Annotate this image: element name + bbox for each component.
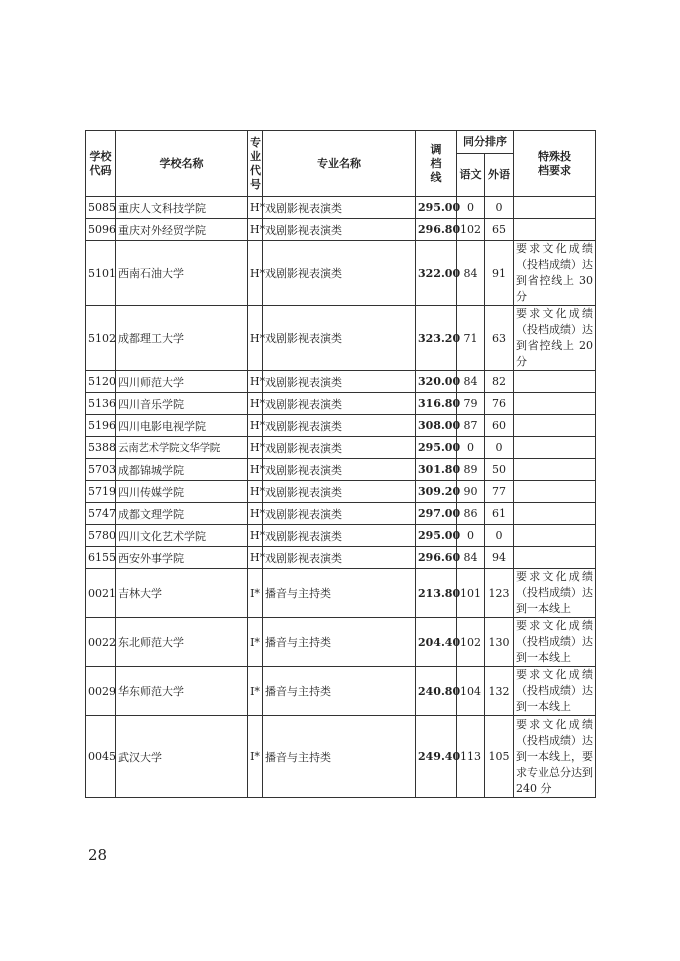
special-requirement: 要求文化成绩（投档成绩）达到省控线上 30 分 (514, 241, 596, 306)
table-row (86, 415, 596, 437)
table-row (86, 503, 596, 525)
major-code: I* (248, 716, 263, 798)
school-name: 四川师范大学 (116, 371, 248, 393)
special-requirement (514, 197, 596, 219)
foreign-rank: 77 (485, 481, 514, 503)
major-name: 播音与主持类 (263, 667, 416, 716)
cutoff-score: 320.00 (416, 371, 457, 393)
table-row (86, 197, 596, 219)
header-major-code: 专业代号 (248, 131, 263, 197)
chinese-rank: 71 (457, 306, 485, 371)
special-requirement: 要求文化成绩（投档成绩）达到省控线上 20 分 (514, 306, 596, 371)
major-code: I* (248, 569, 263, 618)
school-code: 5780 (86, 525, 116, 547)
header-tie-rank: 同分排序 (457, 131, 514, 154)
foreign-rank: 60 (485, 415, 514, 437)
chinese-rank: 84 (457, 241, 485, 306)
header-major-name: 专业名称 (263, 131, 416, 197)
cutoff-score: 249.40 (416, 716, 457, 798)
cutoff-score: 295.00 (416, 437, 457, 459)
foreign-rank: 65 (485, 219, 514, 241)
header-row (86, 131, 596, 154)
school-name: 华东师范大学 (116, 667, 248, 716)
major-name: 戏剧影视表演类 (263, 241, 416, 306)
cutoff-score: 323.20 (416, 306, 457, 371)
major-name: 戏剧影视表演类 (263, 481, 416, 503)
foreign-rank: 132 (485, 667, 514, 716)
special-requirement: 要求文化成绩（投档成绩）达到一本线上 (514, 667, 596, 716)
school-code: 5719 (86, 481, 116, 503)
school-name: 成都文理学院 (116, 503, 248, 525)
chinese-rank: 101 (457, 569, 485, 618)
special-requirement (514, 547, 596, 569)
chinese-rank: 104 (457, 667, 485, 716)
table-row (86, 667, 596, 716)
major-name: 播音与主持类 (263, 618, 416, 667)
foreign-rank: 0 (485, 197, 514, 219)
major-name: 播音与主持类 (263, 716, 416, 798)
cutoff-score: 213.80 (416, 569, 457, 618)
special-requirement (514, 437, 596, 459)
cutoff-score: 296.60 (416, 547, 457, 569)
table-row (86, 569, 596, 618)
foreign-rank: 61 (485, 503, 514, 525)
page-number: 28 (88, 846, 108, 864)
special-requirement (514, 371, 596, 393)
header-cutoff: 调档线 (416, 131, 457, 197)
major-name: 戏剧影视表演类 (263, 459, 416, 481)
table-row (86, 437, 596, 459)
special-requirement (514, 459, 596, 481)
table-row (86, 481, 596, 503)
school-name: 成都锦城学院 (116, 459, 248, 481)
cutoff-score: 240.80 (416, 667, 457, 716)
chinese-rank: 113 (457, 716, 485, 798)
table-row (86, 241, 596, 306)
school-name: 四川电影电视学院 (116, 415, 248, 437)
school-name: 西南石油大学 (116, 241, 248, 306)
special-requirement (514, 481, 596, 503)
special-requirement: 要求文化成绩（投档成绩）达到一本线上 (514, 618, 596, 667)
school-code: 5101 (86, 241, 116, 306)
major-code: H* (248, 393, 263, 415)
special-requirement: 要求文化成绩（投档成绩）达到一本线上 (514, 569, 596, 618)
header-foreign: 外语 (485, 154, 514, 197)
cutoff-score: 295.00 (416, 197, 457, 219)
chinese-rank: 0 (457, 437, 485, 459)
school-name: 西安外事学院 (116, 547, 248, 569)
school-name: 成都理工大学 (116, 306, 248, 371)
major-name: 戏剧影视表演类 (263, 437, 416, 459)
foreign-rank: 82 (485, 371, 514, 393)
major-code: H* (248, 525, 263, 547)
major-name: 戏剧影视表演类 (263, 547, 416, 569)
table-row (86, 547, 596, 569)
chinese-rank: 102 (457, 618, 485, 667)
foreign-rank: 130 (485, 618, 514, 667)
major-code: H* (248, 437, 263, 459)
special-requirement (514, 219, 596, 241)
major-name: 播音与主持类 (263, 569, 416, 618)
major-code: I* (248, 618, 263, 667)
cutoff-score: 322.00 (416, 241, 457, 306)
table-row (86, 525, 596, 547)
major-code: H* (248, 481, 263, 503)
chinese-rank: 0 (457, 525, 485, 547)
major-name: 戏剧影视表演类 (263, 393, 416, 415)
school-code: 5136 (86, 393, 116, 415)
chinese-rank: 79 (457, 393, 485, 415)
foreign-rank: 76 (485, 393, 514, 415)
major-code: I* (248, 667, 263, 716)
school-code: 5085 (86, 197, 116, 219)
major-name: 戏剧影视表演类 (263, 219, 416, 241)
table-row (86, 306, 596, 371)
school-code: 5747 (86, 503, 116, 525)
chinese-rank: 102 (457, 219, 485, 241)
school-name: 四川传媒学院 (116, 481, 248, 503)
foreign-rank: 50 (485, 459, 514, 481)
cutoff-score: 296.80 (416, 219, 457, 241)
special-requirement (514, 393, 596, 415)
school-name: 四川文化艺术学院 (116, 525, 248, 547)
table-row (86, 459, 596, 481)
special-requirement: 要求文化成绩（投档成绩）达到一本线上，要求专业总分达到 240 分 (514, 716, 596, 798)
school-name: 重庆对外经贸学院 (116, 219, 248, 241)
school-code: 5096 (86, 219, 116, 241)
cutoff-score: 301.80 (416, 459, 457, 481)
header-school-name: 学校名称 (116, 131, 248, 197)
header-special: 特殊投档要求 (514, 131, 596, 197)
major-name: 戏剧影视表演类 (263, 415, 416, 437)
major-code: H* (248, 241, 263, 306)
major-code: H* (248, 219, 263, 241)
chinese-rank: 89 (457, 459, 485, 481)
school-code: 5196 (86, 415, 116, 437)
cutoff-score: 297.00 (416, 503, 457, 525)
header-school-code: 学校代码 (86, 131, 116, 197)
foreign-rank: 105 (485, 716, 514, 798)
cutoff-score: 204.40 (416, 618, 457, 667)
major-name: 戏剧影视表演类 (263, 197, 416, 219)
foreign-rank: 0 (485, 525, 514, 547)
school-name: 重庆人文科技学院 (116, 197, 248, 219)
foreign-rank: 94 (485, 547, 514, 569)
major-code: H* (248, 503, 263, 525)
special-requirement (514, 415, 596, 437)
cutoff-score: 308.00 (416, 415, 457, 437)
major-name: 戏剧影视表演类 (263, 525, 416, 547)
cutoff-score: 295.00 (416, 525, 457, 547)
school-code: 5388 (86, 437, 116, 459)
foreign-rank: 63 (485, 306, 514, 371)
special-requirement (514, 503, 596, 525)
school-name: 武汉大学 (116, 716, 248, 798)
foreign-rank: 0 (485, 437, 514, 459)
school-code: 0022 (86, 618, 116, 667)
school-name: 云南艺术学院文华学院 (116, 437, 248, 459)
foreign-rank: 123 (485, 569, 514, 618)
chinese-rank: 87 (457, 415, 485, 437)
major-code: H* (248, 306, 263, 371)
admission-table (85, 130, 596, 798)
major-name: 戏剧影视表演类 (263, 306, 416, 371)
school-code: 0021 (86, 569, 116, 618)
school-code: 0045 (86, 716, 116, 798)
major-code: H* (248, 371, 263, 393)
school-name: 吉林大学 (116, 569, 248, 618)
special-requirement (514, 525, 596, 547)
school-code: 5120 (86, 371, 116, 393)
chinese-rank: 90 (457, 481, 485, 503)
foreign-rank: 91 (485, 241, 514, 306)
major-code: H* (248, 547, 263, 569)
chinese-rank: 84 (457, 371, 485, 393)
table-row (86, 371, 596, 393)
table-row (86, 618, 596, 667)
chinese-rank: 0 (457, 197, 485, 219)
major-code: H* (248, 197, 263, 219)
chinese-rank: 84 (457, 547, 485, 569)
major-code: H* (248, 459, 263, 481)
school-name: 东北师范大学 (116, 618, 248, 667)
chinese-rank: 86 (457, 503, 485, 525)
table-row (86, 393, 596, 415)
school-code: 5102 (86, 306, 116, 371)
header-chinese: 语文 (457, 154, 485, 197)
major-code: H* (248, 415, 263, 437)
school-name: 四川音乐学院 (116, 393, 248, 415)
major-name: 戏剧影视表演类 (263, 503, 416, 525)
school-code: 5703 (86, 459, 116, 481)
major-name: 戏剧影视表演类 (263, 371, 416, 393)
table-row (86, 716, 596, 798)
school-code: 0029 (86, 667, 116, 716)
cutoff-score: 316.80 (416, 393, 457, 415)
school-code: 6155 (86, 547, 116, 569)
table-row (86, 219, 596, 241)
cutoff-score: 309.20 (416, 481, 457, 503)
